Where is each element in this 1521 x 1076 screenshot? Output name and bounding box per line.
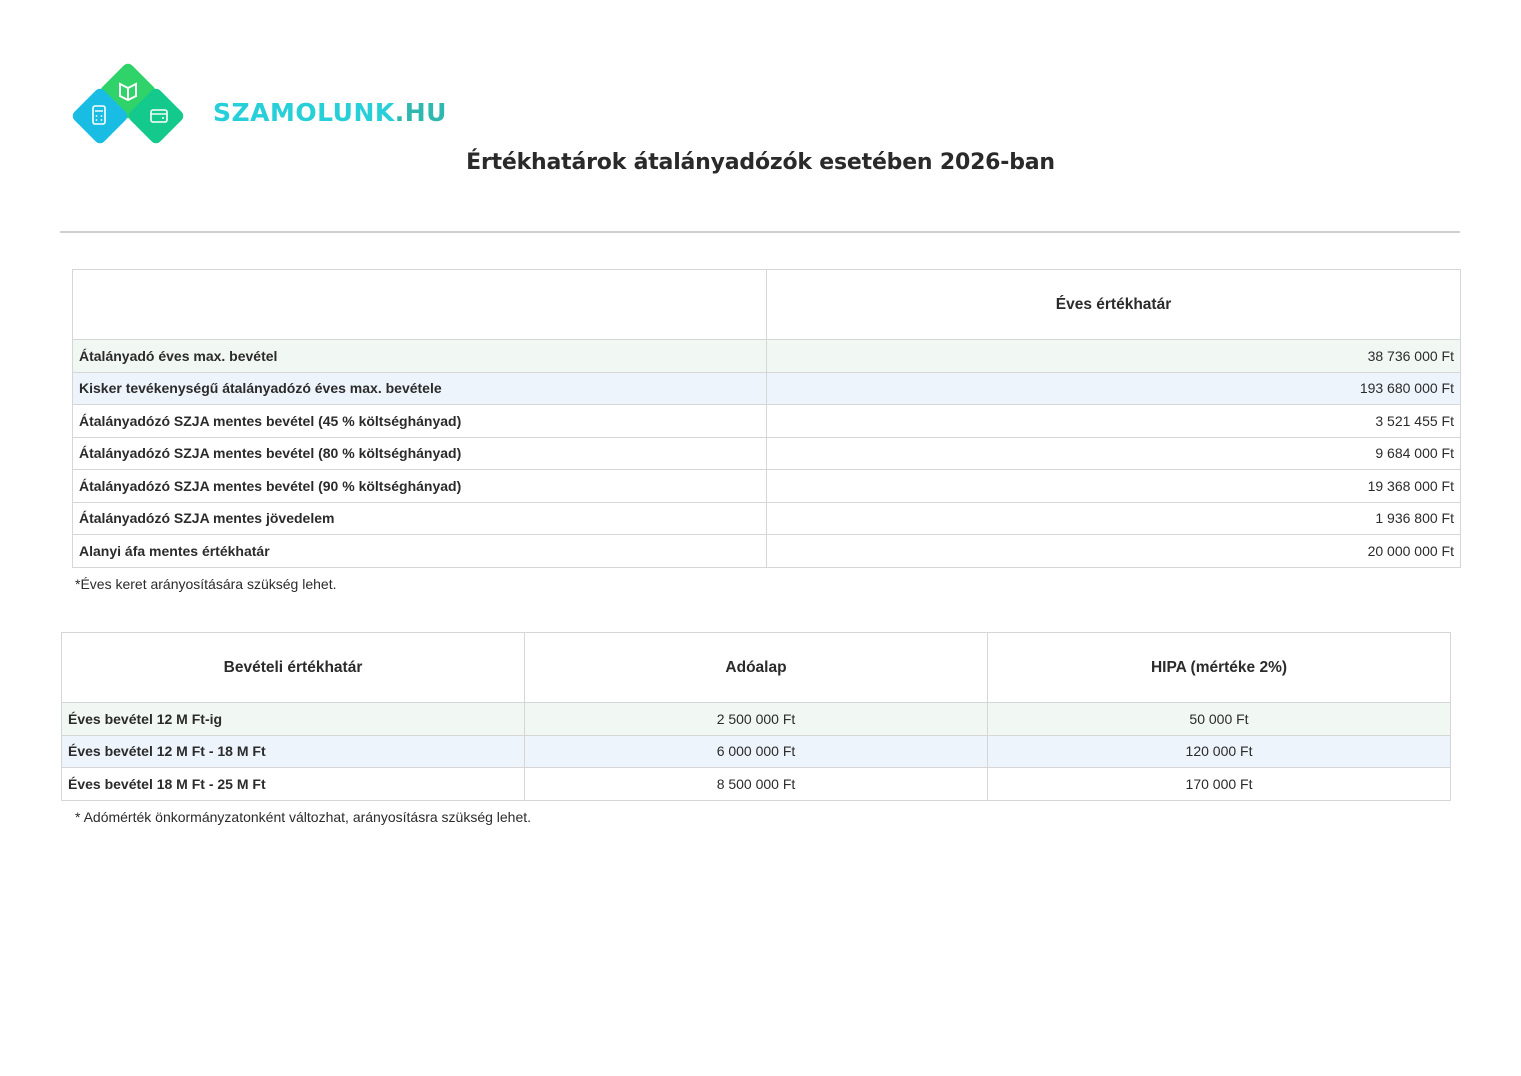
limits-table-header-row xyxy=(73,270,1461,340)
row-tax-base: 2 500 000 Ft xyxy=(525,703,988,736)
hipa-table-footnote: * Adómérték önkormányzatonként változhat, arányosításra szükség lehet. xyxy=(75,809,532,825)
limits-table-header-empty xyxy=(73,270,767,340)
row-value: 19 368 000 Ft xyxy=(767,470,1461,503)
row-label: Éves bevétel 18 M Ft - 25 M Ft xyxy=(62,768,525,801)
brand-name[interactable] xyxy=(213,98,447,127)
row-tax-base: 6 000 000 Ft xyxy=(525,735,988,768)
hipa-header-tax-base: Adóalap xyxy=(525,633,988,703)
table-row xyxy=(73,372,1461,405)
brand-name-main: SZAMOLUNK xyxy=(213,98,395,127)
table-row xyxy=(62,703,1451,736)
row-label: Átalányadó éves max. bevétel xyxy=(73,340,767,373)
row-value: 1 936 800 Ft xyxy=(767,502,1461,535)
table-row xyxy=(73,437,1461,470)
row-hipa: 120 000 Ft xyxy=(988,735,1451,768)
row-label: Éves bevétel 12 M Ft-ig xyxy=(62,703,525,736)
row-label: Átalányadózó SZJA mentes jövedelem xyxy=(73,502,767,535)
table-row xyxy=(62,768,1451,801)
table-row xyxy=(73,535,1461,568)
hipa-table xyxy=(61,632,1451,801)
row-label: Éves bevétel 12 M Ft - 18 M Ft xyxy=(62,735,525,768)
row-label: Átalányadózó SZJA mentes bevétel (80 % költséghányad) xyxy=(73,437,767,470)
row-value: 3 521 455 Ft xyxy=(767,405,1461,438)
row-label: Kisker tevékenységű átalányadózó éves max. bevétele xyxy=(73,372,767,405)
limits-table-header-annual-limit: Éves értékhatár xyxy=(767,270,1461,340)
brand-name-suffix: .HU xyxy=(394,98,447,127)
row-label: Alanyi áfa mentes értékhatár xyxy=(73,535,767,568)
row-hipa: 170 000 Ft xyxy=(988,768,1451,801)
limits-table-footnote: *Éves keret arányosítására szükség lehet. xyxy=(75,576,337,592)
table-row xyxy=(73,405,1461,438)
hipa-header-hipa: HIPA (mértéke 2%) xyxy=(988,633,1451,703)
row-value: 9 684 000 Ft xyxy=(767,437,1461,470)
row-value: 20 000 000 Ft xyxy=(767,535,1461,568)
site-logo[interactable] xyxy=(72,62,188,152)
row-label: Átalányadózó SZJA mentes bevétel (90 % költséghányad) xyxy=(73,470,767,503)
row-tax-base: 8 500 000 Ft xyxy=(525,768,988,801)
page-title: Értékhatárok átalányadózók esetében 2026-ban xyxy=(466,150,1055,175)
hipa-header-revenue-limit: Bevételi értékhatár xyxy=(62,633,525,703)
limits-table xyxy=(72,269,1461,568)
header-divider xyxy=(60,231,1460,233)
table-row xyxy=(73,340,1461,373)
table-row xyxy=(62,735,1451,768)
row-value: 38 736 000 Ft xyxy=(767,340,1461,373)
table-row xyxy=(73,470,1461,503)
row-value: 193 680 000 Ft xyxy=(767,372,1461,405)
row-label: Átalányadózó SZJA mentes bevétel (45 % költséghányad) xyxy=(73,405,767,438)
table-row xyxy=(73,502,1461,535)
row-hipa: 50 000 Ft xyxy=(988,703,1451,736)
hipa-table-header-row xyxy=(62,633,1451,703)
